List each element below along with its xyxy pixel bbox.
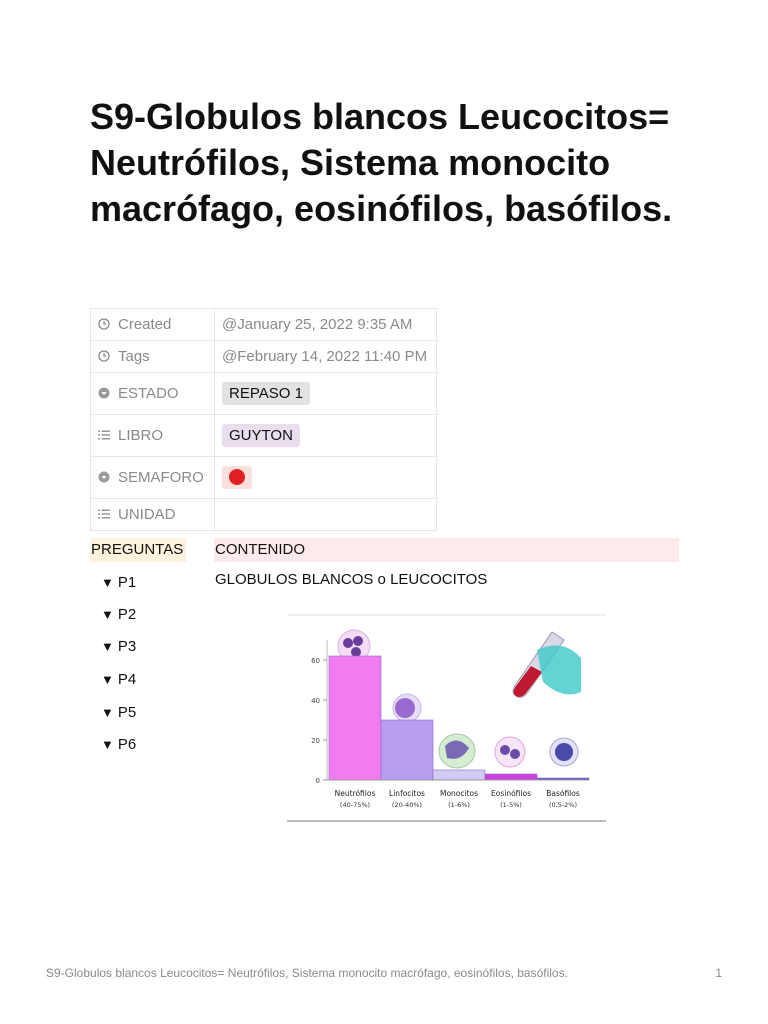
x-range-label: (1-5%) [500,801,522,809]
toggle-triangle-icon: ▼ [101,575,114,590]
x-tick-label: Neutrófilos [334,789,376,798]
x-range-label: (20-40%) [391,801,423,809]
property-row-tags [91,341,437,373]
libro-cell[interactable] [215,415,437,457]
question-label: P6 [117,736,137,753]
estado-tag[interactable]: REPASO 1 [222,382,310,405]
toggle-question-5[interactable] [101,704,136,722]
leukocyte-chart-figure [287,614,606,822]
monocyte-cell-icon [439,734,475,768]
test-tube-hand-icon [513,632,581,697]
bar-neutrófilos [329,656,381,780]
x-range-label: (0,5-2%) [548,801,578,809]
properties-table [90,308,437,531]
property-row-estado [91,373,437,415]
page-footer: S9-Globulos blancos Leucocitos= Neutrófilos, Sistema monocito macrófago, eosinófilos, basófilos. [46,966,568,980]
bar-monocitos [433,770,485,780]
y-axis [311,640,327,785]
toggle-triangle-icon: ▼ [101,705,114,720]
property-row-unidad [91,499,437,531]
toggle-triangle-icon: ▼ [101,607,114,622]
estado-cell[interactable] [215,373,437,415]
select-icon [98,387,110,399]
question-label: P2 [117,606,137,623]
y-tick-label: 20 [311,737,320,745]
toggle-question-4[interactable] [101,671,136,689]
x-tick-label: Basófilos [546,789,580,798]
y-tick-label: 60 [311,657,320,665]
property-label-cell [91,499,215,531]
estado-label: ESTADO [118,385,179,402]
y-tick-label: 0 [315,777,320,785]
toggle-triangle-icon: ▼ [101,639,114,654]
basophil-cell-icon [550,738,578,766]
x-axis [327,780,589,809]
unidad-label: UNIDAD [118,506,176,523]
toggle-question-3[interactable] [101,638,136,656]
content-heading: GLOBULOS BLANCOS o LEUCOCITOS [215,571,488,588]
x-range-label: (1-6%) [448,801,470,809]
page-title: S9-Globulos blancos Leucocitos= Neutrófilos, Sistema monocito macrófago, eosinófilos, basófilos. [90,96,673,229]
unidad-value[interactable] [215,499,437,531]
property-row-semaforo [91,457,437,499]
x-tick-label: Eosinófilos [491,789,531,798]
question-label: P3 [117,638,137,655]
semaforo-label: SEMAFORO [118,469,204,486]
lymphocyte-cell-icon [393,694,421,722]
leukocyte-bar-chart [287,614,606,822]
property-label-cell [91,309,215,341]
question-label: P5 [117,704,137,721]
tags-value[interactable]: @February 14, 2022 11:40 PM [215,341,437,373]
created-label: Created [118,316,172,333]
x-range-label: (40-75%) [339,801,371,809]
select-icon [98,471,110,483]
y-tick-label: 40 [311,697,320,705]
column-header-preguntas: PREGUNTAS [90,538,186,562]
list-icon [98,508,110,520]
property-label-cell [91,373,215,415]
toggle-triangle-icon: ▼ [101,737,114,752]
toggle-question-6[interactable] [101,736,136,754]
bar-linfocitos [381,720,433,780]
eosinophil-cell-icon [495,737,525,767]
property-row-libro [91,415,437,457]
semaforo-tag[interactable] [222,466,252,489]
clock-icon [98,318,110,330]
list-icon [98,429,110,441]
bar-eosinófilos [485,774,537,780]
property-label-cell [91,341,215,373]
question-label: P4 [117,671,137,688]
column-header-contenido: CONTENIDO [214,538,679,562]
page-number: 1 [715,966,722,980]
property-label-cell [91,415,215,457]
property-label-cell [91,457,215,499]
clock-icon [98,350,110,362]
tags-label: Tags [118,348,150,365]
property-row-created [91,309,437,341]
libro-label: LIBRO [118,427,164,444]
x-tick-label: Linfocitos [389,789,425,798]
toggle-question-1[interactable] [101,574,136,592]
toggle-question-2[interactable] [101,606,136,624]
red-circle-icon [229,469,245,485]
semaforo-cell[interactable] [215,457,437,499]
question-label: P1 [117,574,137,591]
created-value[interactable]: @January 25, 2022 9:35 AM [215,309,437,341]
x-tick-label: Monocitos [439,789,479,798]
libro-tag[interactable]: GUYTON [222,424,300,447]
toggle-triangle-icon: ▼ [101,672,114,687]
